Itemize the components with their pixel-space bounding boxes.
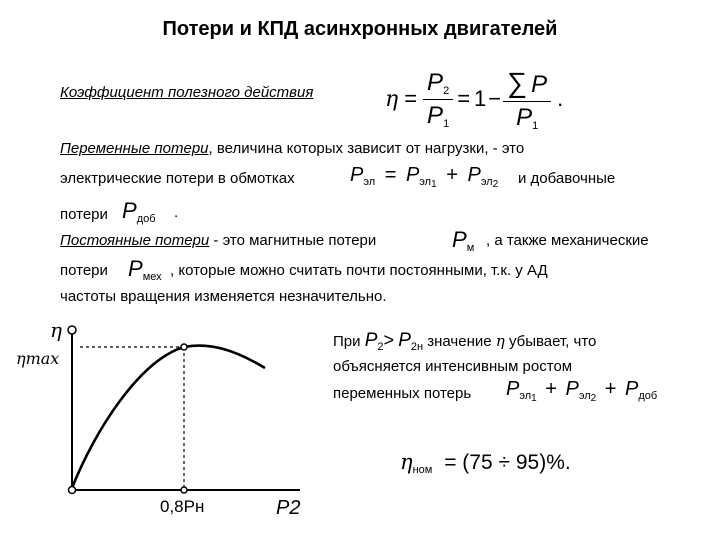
subscript: эл bbox=[578, 390, 591, 402]
symbol-p: P bbox=[625, 378, 639, 400]
efficiency-label: Коэффициент полезного действия bbox=[60, 84, 314, 101]
note-text: убывает, что bbox=[508, 333, 597, 350]
constant-losses-line3: частоты вращения изменяется незначительно. bbox=[60, 288, 387, 305]
plus-sign: + bbox=[604, 378, 617, 400]
variable-losses-sum-formula bbox=[506, 378, 657, 404]
note-line3: переменных потерь bbox=[333, 385, 472, 402]
greater-than-sign: > bbox=[383, 330, 395, 350]
subscript: мех bbox=[142, 271, 162, 283]
symbol-p: P bbox=[364, 330, 378, 351]
note-line1 bbox=[333, 330, 596, 353]
plus-sign: + bbox=[446, 164, 458, 186]
constant-losses-line1-end: , а также механические bbox=[486, 232, 649, 249]
note-line2: объясняется интенсивным ростом bbox=[333, 358, 573, 375]
y-axis-label: η bbox=[50, 318, 62, 342]
symbol-p: P bbox=[565, 378, 579, 400]
y-max-label: ηmax bbox=[16, 349, 60, 368]
nominal-efficiency-value: = (75 ÷ 95)%. bbox=[444, 451, 571, 474]
eta-symbol: η bbox=[495, 332, 505, 350]
number-one: 1 bbox=[474, 86, 487, 111]
subscript: доб bbox=[638, 390, 658, 402]
subscript-index: 2 bbox=[492, 179, 499, 190]
symbol-p: P bbox=[122, 198, 137, 223]
symbol-p: P bbox=[128, 256, 143, 281]
plus-sign: + bbox=[545, 378, 557, 400]
y-axis-end-marker bbox=[68, 326, 76, 334]
subscript: 2 bbox=[377, 341, 384, 353]
constant-losses-label: Постоянные потери bbox=[60, 232, 210, 249]
constant-losses-line2: потери bbox=[60, 262, 108, 279]
x-axis-label: P2 bbox=[276, 497, 301, 519]
subscript-index: 1 bbox=[431, 179, 437, 190]
origin-marker bbox=[69, 487, 76, 494]
constant-losses-line2-end: , которые можно считать почти постоянными, т.к. у АД bbox=[170, 262, 548, 279]
x-tick-label: 0,8Pн bbox=[160, 497, 205, 516]
subscript: эл bbox=[519, 390, 532, 402]
period: . bbox=[557, 86, 564, 111]
subscript: эл bbox=[480, 176, 493, 188]
symbol-p: P bbox=[427, 68, 444, 96]
variable-losses-line2-end: и добавочные bbox=[518, 170, 616, 187]
symbol-p: P bbox=[531, 70, 548, 98]
variable-losses-label: Переменные потери bbox=[60, 140, 209, 157]
subscript: эл bbox=[419, 176, 432, 188]
constant-losses-text: - это магнитные потери bbox=[213, 232, 377, 249]
symbol-p: P bbox=[506, 378, 520, 400]
equals-sign: = bbox=[404, 86, 418, 111]
subscript: ном bbox=[412, 464, 433, 476]
note-text: При bbox=[333, 333, 361, 350]
note-text: значение bbox=[427, 333, 492, 350]
subscript: 1 bbox=[532, 119, 539, 132]
symbol-p: P bbox=[516, 103, 533, 131]
x-tick-marker bbox=[181, 487, 187, 493]
period: . bbox=[174, 204, 179, 221]
symbol-p: P bbox=[467, 164, 481, 186]
equals-sign: = bbox=[384, 164, 397, 186]
variable-losses-text: , величина которых зависит от нагрузки, - это bbox=[208, 140, 525, 157]
eta-symbol: η bbox=[400, 450, 413, 474]
variable-losses-line2: электрические потери в обмотках bbox=[60, 170, 295, 187]
subscript: 1 bbox=[443, 117, 450, 130]
equals-sign: = bbox=[457, 86, 471, 111]
subscript-index: 1 bbox=[531, 393, 537, 404]
symbol-p: P bbox=[350, 164, 364, 186]
subscript: 2н bbox=[410, 341, 424, 353]
symbol-p: P bbox=[452, 227, 467, 252]
variable-losses-line3: потери bbox=[60, 206, 108, 223]
page-title: Потери и КПД асинхронных двигателей bbox=[162, 18, 558, 40]
subscript: м bbox=[466, 242, 475, 254]
subscript-index: 2 bbox=[590, 393, 597, 404]
symbol-p: P bbox=[398, 330, 411, 351]
subscript: эл bbox=[363, 176, 376, 188]
max-point-marker bbox=[181, 344, 187, 350]
efficiency-curve bbox=[72, 346, 265, 488]
nominal-efficiency bbox=[400, 450, 571, 476]
minus-sign: − bbox=[488, 86, 502, 111]
subscript: доб bbox=[136, 213, 156, 225]
symbol-p: P bbox=[427, 101, 444, 129]
subscript: 2 bbox=[443, 84, 450, 97]
eta-symbol: η bbox=[385, 86, 399, 112]
symbol-p: P bbox=[405, 164, 420, 186]
sigma-symbol: ∑ bbox=[507, 66, 528, 98]
